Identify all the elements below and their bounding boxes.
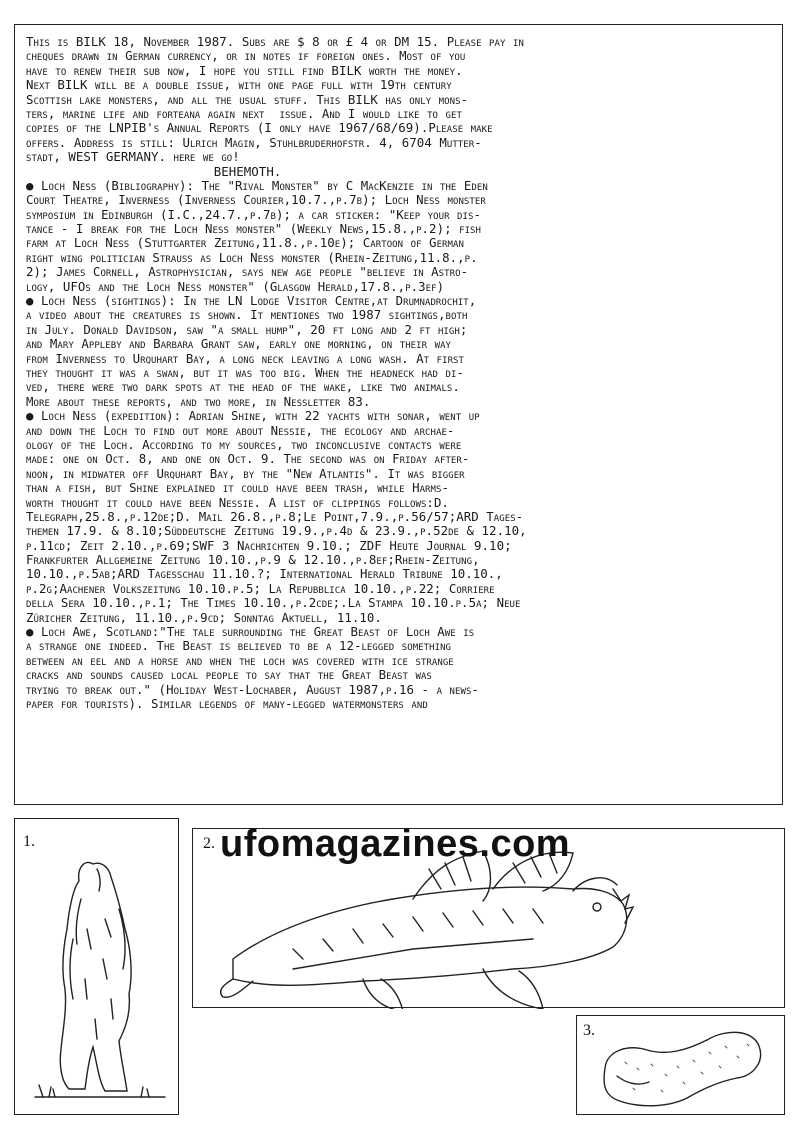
article-line: ● Loch Ness (expedition): Adrian Shine, with 22 yachts with sonar, went up: [26, 408, 480, 424]
article-line: Court Theatre, Inverness (Inverness Courier,10.7.,p.7b); Loch Ness monster: [26, 192, 486, 208]
article-line: cracks and sounds caused local people to say that the Great Beast was: [26, 667, 432, 683]
article-line: logy, UFOs and the Loch Ness monster" (Glasgow Herald,17.8.,p.3ef): [26, 278, 445, 294]
article-line: between an eel and a horse and when the loch was covered with ice strange: [26, 652, 454, 668]
figure-2-label: 2.: [203, 835, 215, 852]
article-line: ● Loch Ness (sightings): In the LN Lodge Visitor Centre,at Drumnadrochit,: [26, 293, 477, 309]
article-line: trying to break out." (Holiday West-Lochaber, August 1987,p.16 - a news-: [26, 681, 479, 697]
article-line: ● Loch Awe, Scotland:"The tale surrounding the Great Beast of Loch Awe is: [26, 624, 475, 640]
article-line: a strange one indeed. The Beast is believed to be a 12-legged something: [26, 638, 452, 654]
article-line: 10.10.,p.5ab;ARD Tagesschau 11.10.?; International Herald Tribune 10.10.,: [26, 566, 503, 582]
article-text: [26, 35, 781, 711]
article-line: p.2g;Aachener Volkszeitung 10.10.p.5; La Repubblica 10.10.,p.22; Corriere: [26, 580, 495, 596]
figure-1-label: 1.: [23, 833, 35, 850]
article-line: right wing politician Strauss as Loch Ness monster (Rhein-Zeitung,11.8.,p.: [26, 249, 478, 265]
article-line: della Sera 10.10.,p.1; The Times 10.10.,p.2cde;.La Stampa 10.10.p.5a; Neue: [26, 595, 521, 611]
blob-object-drawing: [577, 1016, 786, 1116]
article-line: a video about the creatures is shown. It mentiones two 1987 sightings,both: [26, 307, 468, 323]
figure-panel-3: [576, 1015, 785, 1115]
figure-3-label: 3.: [583, 1022, 595, 1039]
article-line: in July. Donald Davidson, saw "a small hump", 20 ft long and 2 ft high;: [26, 321, 468, 337]
watermark: ufomagazines.com: [220, 823, 571, 865]
article-line: than a fish, but Shine explained it could have been trash, while Harms-: [26, 480, 449, 496]
article-line: paper for tourists). Similar legends of many-legged watermonsters and: [26, 695, 428, 711]
article-line: More about these reports, and two more, in Nessletter 83.: [26, 393, 371, 409]
article-line: p.11cd; Zeit 2.10.,p.69;SWF 3 Nachrichten 9.10.; ZDF Heute Journal 9.10;: [26, 537, 512, 553]
article-line: Frankfurter Allgemeine Zeitung 10.10.,p.9 & 12.10.,p.8ef;Rhein-Zeitung,: [26, 552, 480, 568]
article-line: made: one on Oct. 8, and one on Oct. 9. The second was on Friday after-: [26, 451, 470, 467]
article-line: cheques drawn in German currency, or in notes if foreign ones. Most of you: [26, 48, 466, 64]
article-line: and down the Loch to find out more about Nessie, the ecology and archae-: [26, 422, 455, 438]
article-line: have to renew their sub now, I hope you still find BILK worth the money.: [26, 62, 463, 78]
article-line: farm at Loch Ness (Stuttgarter Zeitung,11.8.,p.10e); Cartoon of German: [26, 235, 464, 251]
article-line: from Inverness to Urquhart Bay, a long neck leaving a long wash. At first: [26, 350, 464, 366]
article-line: 2); James Cornell, Astrophysician, says new age people "believe in Astro-: [26, 264, 469, 280]
article-line: Scottish lake monsters, and all the usual stuff. This BILK has only mons-: [26, 91, 469, 107]
article-line: themen 17.9. & 8.10;Süddeutsche Zeitung 19.9.,p.4d & 23.9.,p.52de & 12.10,: [26, 523, 527, 539]
article-line: ved, there were two dark spots at the head of the wake, like two animals.: [26, 379, 460, 395]
article-line: Züricher Zeitung, 11.10.,p.9cd; Sonntag Aktuell, 11.10.: [26, 609, 382, 625]
figure-panel-1: [14, 818, 179, 1115]
article-line: and Mary Appleby and Barbara Grant saw, early one morning, on their way: [26, 336, 452, 352]
article-line: Telegraph,25.8.,p.12de;D. Mail 26.8.,p.8;Le Point,7.9.,p.56/57;ARD Tages-: [26, 508, 524, 524]
article-line: worth thought it could have been Nessie. A list of clippings follows:D.: [26, 494, 449, 510]
article-line: ters, marine life and forteana again next issue. And I would like to get: [26, 105, 462, 121]
article-line: ● Loch Ness (Bibliography): The "Rival Monster" by C MacKenzie in the Eden: [26, 177, 488, 193]
article-line: copies of the LNPIB's Annual Reports (I only have 1967/68/69).Please make: [26, 120, 493, 136]
article-line: ology of the Loch. According to my sources, two inconclusive contacts were: [26, 436, 462, 452]
article-line: they thought it was a swan, but it was too big. When the headneck had di-: [26, 364, 464, 380]
article-line: tance - I break for the Loch Ness monster" (Weekly News,15.8.,p.2); fish: [26, 221, 481, 237]
hairy-hominid-drawing: [15, 819, 180, 1116]
article-line: Next BILK will be a double issue, with one page full with 19th century: [26, 77, 452, 93]
article-line: BEHEMOTH.: [26, 163, 282, 179]
article-line: offers. Address is still: Ulrich Magin, Stuhlbruderhofstr. 4, 6704 Mutter-: [26, 134, 482, 150]
article-line: symposium in Edinburgh (I.C.,24.7.,p.7b); a car sticker: "Keep your dis-: [26, 206, 481, 222]
article-line: This is BILK 18, November 1987. Subs are $ 8 or £ 4 or DM 15. Please pay in: [26, 34, 524, 49]
article-line: noon, in midwater off Urquhart Bay, by the "New Atlantis". It was bigger: [26, 465, 465, 481]
article-line: stadt, WEST GERMANY. here we go!: [26, 149, 240, 165]
